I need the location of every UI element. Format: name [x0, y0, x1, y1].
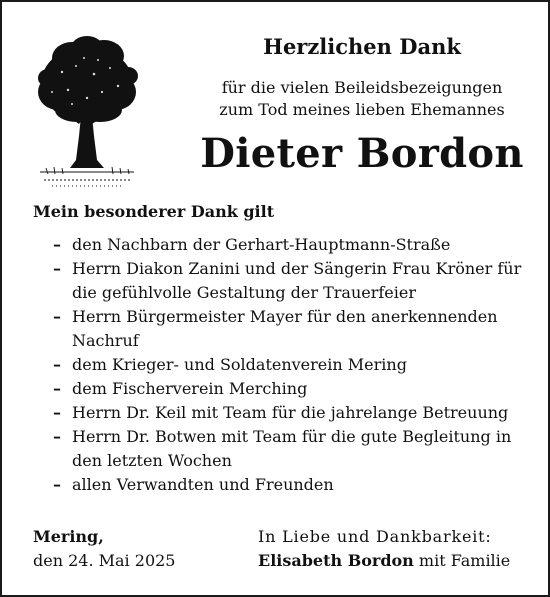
deceased-name: Dieter Bordon [200, 130, 524, 177]
list-item [30, 233, 530, 257]
dash-bullet: – [53, 403, 61, 422]
list-item-text: Herrn Bürgermeister Mayer für den anerkennenden Nachruf [72, 307, 498, 350]
dash-bullet: – [53, 427, 61, 446]
list-item [30, 401, 530, 425]
list-item-text: Herrn Diakon Zanini und der Sängerin Frau Kröner für die gefühlvolle Gestaltung der Trauerfeier [72, 259, 522, 302]
list-item [30, 473, 530, 497]
signer-suffix: mit Familie [418, 551, 511, 570]
signature-line [258, 551, 510, 570]
list-item-text: dem Fischerverein Merching [72, 379, 308, 398]
date-line: den 24. Mai 2025 [33, 551, 176, 570]
list-item [30, 425, 530, 473]
list-item-text: Herrn Dr. Botwen mit Team für die gute Begleitung in den letzten Wochen [72, 427, 512, 470]
dash-bullet: – [53, 355, 61, 374]
list-item [30, 353, 530, 377]
thanks-list [30, 233, 530, 497]
dash-bullet: – [53, 307, 61, 326]
dash-bullet: – [53, 259, 61, 278]
list-item-text: Herrn Dr. Keil mit Team für die jahrelange Betreuung [72, 403, 509, 422]
deceased-relation-line: zum Tod meines lieben Ehemannes [219, 100, 505, 119]
condolences-line: für die vielen Beileidsbezeigungen [221, 78, 503, 97]
list-item-text: dem Krieger- und Soldatenverein Mering [72, 355, 407, 374]
dash-bullet: – [53, 475, 61, 494]
tree-icon [32, 32, 142, 190]
dash-bullet: – [53, 235, 61, 254]
dash-bullet: – [53, 379, 61, 398]
list-item [30, 377, 530, 401]
place-name: Mering, [33, 527, 104, 546]
list-item-text: den Nachbarn der Gerhart-Hauptmann-Straße [72, 235, 451, 254]
thanks-title: Herzlichen Dank [263, 34, 461, 59]
list-item [30, 257, 530, 305]
special-thanks-intro: Mein besonderer Dank gilt [33, 202, 275, 221]
signer-name: Elisabeth Bordon [258, 551, 414, 570]
list-item-text: allen Verwandten und Freunden [72, 475, 334, 494]
closing-phrase: In Liebe und Dankbarkeit: [258, 527, 492, 546]
list-item [30, 305, 530, 353]
